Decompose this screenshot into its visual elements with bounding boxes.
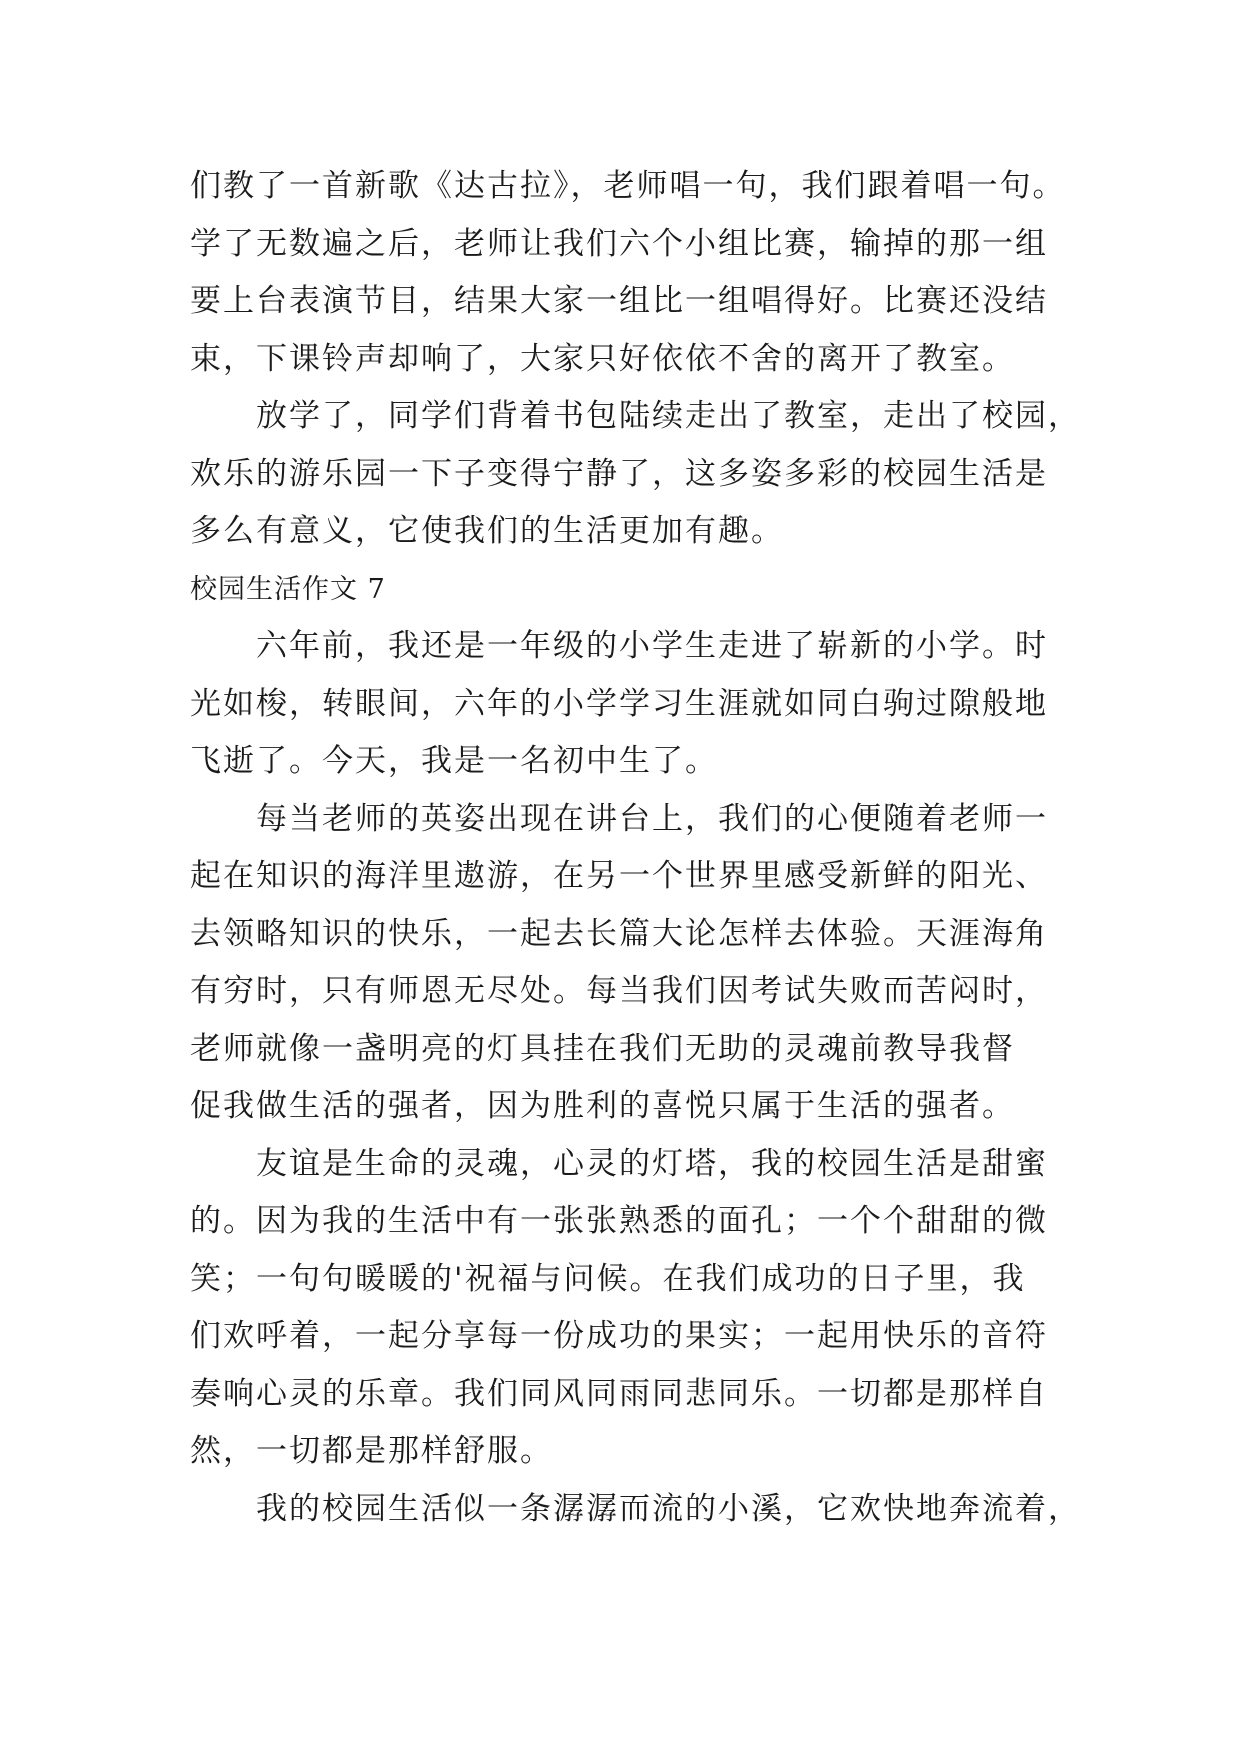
- text-line: 有穷时，只有师恩无尽处。每当我们因考试失败而苦闷时，: [190, 973, 1048, 1009]
- text-line: 们欢呼着，一起分享每一份成功的果实；一起用快乐的音符: [190, 1318, 1048, 1354]
- paragraph-first-line: 友谊是生命的灵魂，心灵的灯塔，我的校园生活是甜蜜: [256, 1145, 1048, 1182]
- document-page: [190, 158, 1081, 1538]
- section-heading: 校园生活作文 7: [190, 573, 386, 605]
- paragraph-first-line: 每当老师的英姿出现在讲台上，我们的心便随着老师一: [256, 800, 1048, 837]
- text-line: 奏响心灵的乐章。我们同风同雨同悲同乐。一切都是那样自: [190, 1375, 1048, 1412]
- text-line: 欢乐的游乐园一下子变得宁静了，这多姿多彩的校园生活是: [190, 455, 1048, 492]
- text-line: 束，下课铃声却响了，大家只好依依不舍的离开了教室。: [190, 340, 1015, 377]
- text-line: 去领略知识的快乐，一起去长篇大论怎样去体验。天涯海角: [190, 915, 1048, 952]
- paragraph-first-line: 六年前，我还是一年级的小学生走进了崭新的小学。时: [256, 628, 1048, 664]
- text-line: 要上台表演节目，结果大家一组比一组唱得好。比赛还没结: [190, 283, 1048, 319]
- text-line: 老师就像一盏明亮的灯具挂在我们无助的灵魂前教导我督: [190, 1030, 1015, 1067]
- text-line: 的。因为我的生活中有一张张熟悉的面孔；一个个甜甜的微: [190, 1203, 1048, 1239]
- text-line: 起在知识的海洋里遨游，在另一个世界里感受新鲜的阳光、: [190, 858, 1048, 894]
- paragraph-first-line: 放学了，同学们背着书包陆续走出了教室，走出了校园，: [256, 398, 1081, 434]
- text-line: 们教了一首新歌《达古拉》，老师唱一句，我们跟着唱一句。: [190, 168, 1066, 204]
- paragraph-first-line: 我的校园生活似一条潺潺而流的小溪，它欢快地奔流着，: [256, 1490, 1081, 1527]
- text-line: 飞逝了。今天，我是一名初中生了。: [190, 743, 718, 779]
- text-line: 光如梭，转眼间，六年的小学学习生涯就如同白驹过隙般地: [190, 685, 1048, 722]
- text-line: 然，一切都是那样舒服。: [190, 1433, 553, 1469]
- text-line: 促我做生活的强者，因为胜利的喜悦只属于生活的强者。: [190, 1088, 1015, 1124]
- text-line: 学了无数遍之后，老师让我们六个小组比赛，输掉的那一组: [190, 225, 1048, 262]
- text-line: 多么有意义，它使我们的生活更加有趣。: [190, 513, 784, 549]
- text-line: 笑；一句句暖暖的'祝福与问候。在我们成功的日子里，我: [190, 1260, 1026, 1297]
